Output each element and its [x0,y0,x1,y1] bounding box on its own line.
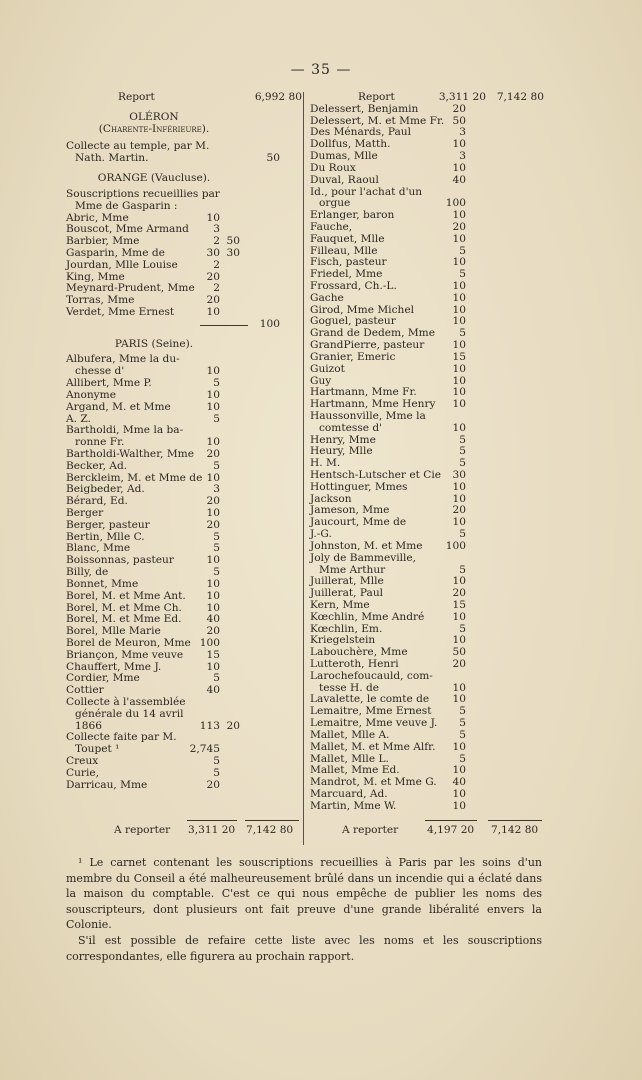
paris-row-amount: 113 [199,719,220,732]
paris-row-amount: 3 [213,483,220,496]
paris-row [66,591,302,603]
right-row-name: Girod, Mme Michel [310,303,414,316]
paris-row-amount: 20 [206,778,220,791]
left-reporter-subtotal: 3,311 20 [188,824,236,836]
paris-row-name: Toupet ¹ [75,743,120,756]
paris-row [66,520,302,532]
right-list [310,104,548,813]
right-row-name: Dumas, Mlle [310,150,378,163]
right-row [310,352,548,364]
orange-intro-2: Mme de Gasparin : [75,199,178,212]
paris-row [66,650,302,662]
orange-intro-row [66,201,302,213]
right-row [310,411,548,423]
right-row-amount: 10 [452,693,466,706]
right-report-subtotal: 3,311 20 [438,91,486,103]
right-row-amount: 3 [459,126,466,139]
right-row-amount: 100 [445,197,466,210]
right-row-amount: 20 [452,658,466,670]
right-row-amount: 50 [452,646,466,659]
right-row-name: Id., pour l'achat d'un [310,185,423,198]
paris-row-name: Borel, M. et Mme Ant. [66,589,186,602]
right-row-name: Lavalette, le comte de [310,693,430,706]
paris-row-amount: 10 [206,507,220,519]
right-row [310,801,548,813]
right-row-amount: 20 [452,504,466,517]
right-row-amount: 10 [452,480,466,493]
right-row-amount: 100 [445,539,466,552]
right-row-name: Jackson [310,492,352,505]
orange-row-name: Bouscot, Mme Armand [66,223,189,236]
paris-row-name: Albufera, Mme la du- [66,353,180,366]
right-row-amount: 10 [452,492,466,505]
paris-row [66,461,302,473]
right-row-amount: 5 [459,445,466,458]
right-row-name: Guizot [310,362,345,375]
orange-row-amount: 10 [206,306,220,318]
right-row-amount: 5 [459,752,466,765]
right-row-amount: 5 [459,622,466,635]
paris-row-amount: 10 [206,660,220,673]
right-row-name: Delessert, Benjamin [310,102,419,115]
right-row [310,163,548,175]
paris-row-amount: 40 [206,684,220,697]
orange-list [66,213,302,319]
right-row-name: Mallet, Mlle A. [310,728,390,741]
orange-row-amount: 10 [206,211,220,224]
column-divider [303,92,304,845]
report-amount: 6,992 80 [254,91,302,103]
right-row-name: Friedel, Mme [310,268,383,281]
paris-row [66,638,302,650]
right-reporter-subtotal: 4,197 20 [427,824,475,836]
paris-row-name: 1866 [75,719,102,732]
paris-row-amount: 10 [206,365,220,378]
right-row-name: Guy [310,374,332,387]
right-column [310,92,548,813]
orange-row-amount: 2 [213,235,220,248]
right-row-name: Labouchère, Mme [310,646,408,659]
oleron-title-row [66,112,302,124]
paris-row-name: Berger, pasteur [66,518,150,531]
footnote-paragraph-1: ¹ Le carnet contenant les souscriptions recueillies à Paris par les soins d'un membre du Conseil a été malheureusement brûlé dans un incendie qui a éclaté dans la maison du comptable. C'est ce qui nous empêche de publier les noms des souscripteurs, dont plusieurs ont fait preuve d'une grande libéralité envers la Colonie. [66,856,542,932]
right-row-name: Gache [310,291,344,304]
orange-row-name: Meynard-Prudent, Mme [66,282,195,295]
right-row-name: Jaucourt, Mme de [310,516,407,529]
right-subtotal-rule [425,820,477,821]
paris-row-amount: 5 [213,530,220,543]
orange-row-amount: 20 [206,294,220,307]
orange-total-rule [200,325,248,326]
orange-row-amount: 2 [213,282,220,295]
paris-row-name: Allibert, Mme P. [66,377,152,390]
right-row-name: Jameson, Mme [310,504,390,517]
right-row-amount: 10 [452,161,466,174]
right-row-name: Des Ménards, Paul [310,126,412,139]
right-row-amount: 5 [459,244,466,257]
right-row [310,222,548,234]
right-row [310,742,548,754]
paris-row-name: Collecte faite par M. [66,731,177,744]
right-row [310,517,548,529]
right-row-name: Granier, Emeric [310,350,396,363]
paris-row-name: Curie, [66,766,100,779]
right-row-name: Martin, Mme W. [310,799,397,812]
right-row [310,104,548,116]
right-row-name: Fauquet, Mlle [310,232,385,245]
right-row-amount: 50 [452,114,466,127]
paris-row-amount: 15 [206,648,220,661]
right-row [310,234,548,246]
oleron-amount: 50 [266,152,280,165]
orange-row-amount: 3 [213,223,220,236]
orange-row-amount: 30 [206,246,220,259]
orange-row-name: Jourdan, Mlle Louise [66,258,178,271]
paris-row-amount: 5 [213,566,220,579]
paris-row-amount: 5 [213,542,220,555]
orange-title: ORANGE (Vaucluse). [97,172,211,185]
right-row [310,281,548,293]
right-row-amount: 10 [452,315,466,328]
right-row-amount: 10 [452,787,466,800]
oleron-text-2: Nath. Martin. [75,152,149,165]
paris-row [66,756,302,768]
right-row-amount: 5 [459,433,466,446]
right-row [310,671,548,683]
right-row [310,789,548,801]
paris-row-name: Anonyme [66,388,116,401]
paris-list [66,354,302,791]
paris-row-name: Borel de Meuron, Mme [66,636,191,649]
paris-row-amount: 5 [213,672,220,685]
paris-row-amount: 40 [206,613,220,626]
orange-row-amount: 20 [206,270,220,283]
orange-row-cents: 30 [226,246,240,259]
paris-row-name: Berckleim, M. et Mme de [66,471,203,484]
right-row-name: Kœchlin, Mme André [310,610,425,623]
oleron-dept-row [66,124,302,136]
paris-row-name: Bertin, Mlle C. [66,530,145,543]
right-row-name: Dollfus, Matth. [310,138,391,151]
paris-row-name: Cottier [66,684,104,697]
right-row-amount: 15 [452,350,466,363]
paris-row [66,768,302,780]
right-row-amount: 10 [452,421,466,434]
right-row-amount: 20 [452,102,466,115]
paris-row [66,402,302,414]
right-row-name: Duval, Raoul [310,173,379,186]
right-row [310,293,548,305]
paris-row-name: Darricau, Mme [66,778,148,791]
footnote-paragraph-2: S'il est possible de refaire cette liste avec les noms et les souscriptions correspondantes, elle figurera au prochain rapport. [66,933,542,963]
right-row-name: orgue [319,197,351,210]
right-row-name: Lemaitre, Mme veuve J. [310,717,438,730]
orange-row-name: King, Mme [66,270,125,283]
right-row-name: Frossard, Ch.-L. [310,280,397,292]
right-row-amount: 5 [459,717,466,730]
right-row-name: tesse H. de [319,681,380,694]
paris-row-name: Bartholdi-Walther, Mme [66,447,194,460]
right-row-name: Kœchlin, Em. [310,622,383,635]
right-row [310,446,548,458]
paris-row-name: ronne Fr. [75,436,125,449]
paris-row-name: Creux [66,755,99,768]
right-row-name: Hartmann, Mme Fr. [310,386,417,399]
paris-row-name: Beigbeder, Ad. [66,483,145,496]
paris-row [66,744,302,756]
orange-total: 100 [259,317,280,330]
right-row [310,730,548,742]
orange-row-name: Verdet, Mme Ernest [66,306,175,318]
right-row-name: Delessert, M. et Mme Fr. [310,114,445,127]
left-report-row [66,92,302,104]
right-row-amount: 5 [459,705,466,718]
right-row-amount: 10 [452,634,466,647]
right-row-amount: 5 [459,528,466,541]
footnote [66,855,542,964]
right-row-amount: 3 [459,150,466,163]
paris-row-name: Borel, M. et Mme Ch. [66,601,182,614]
right-row-amount: 10 [452,138,466,151]
orange-row-amount: 2 [213,258,220,271]
paris-row-amount: 20 [206,447,220,460]
orange-row-name: Torras, Mme [66,294,135,307]
oleron-title: OLÉRON [129,110,179,123]
right-row-amount: 5 [459,728,466,741]
right-row-name: Mallet, Mlle L. [310,752,389,765]
right-row-name: Joly de Bammeville, [310,551,417,564]
orange-row-name: Gasparin, Mme de [66,246,165,259]
paris-row-name: Billy, de [66,566,109,579]
right-row-name: Hottinguer, Mmes [310,480,408,493]
right-row-amount: 15 [452,598,466,611]
right-row-name: Grand de Dedem, Mme [310,327,435,340]
left-reporter-label: A reporter [114,824,171,836]
paris-row-name: Borel, Mlle Marie [66,625,161,638]
paris-row-amount: 5 [213,377,220,390]
right-row-name: Marcuard, Ad. [310,787,388,800]
right-row-name: GrandPierre, pasteur [310,339,425,352]
paris-row-amount: 20 [206,518,220,531]
paris-row-amount: 10 [206,577,220,590]
right-row-name: Kriegelstein [310,634,376,647]
paris-row-name: Boissonnas, pasteur [66,554,174,567]
right-row-name: comtesse d' [319,421,383,434]
right-total-rule [488,820,542,821]
right-row-name: H. M. [310,457,341,470]
orange-row-name: Abric, Mme [66,211,129,224]
orange-row [66,248,302,260]
paris-row-amount: 20 [206,625,220,638]
right-row-amount: 10 [452,339,466,352]
paris-row-amount: 2,745 [189,743,220,756]
right-row-name: Kern, Mme [310,598,370,611]
right-row-amount: 10 [452,362,466,375]
right-row-name: Du Roux [310,161,356,174]
left-total-rule [245,820,299,821]
paris-row-name: Argand, M. et Mme [66,400,171,413]
paris-row-amount: 10 [206,388,220,401]
paris-row-name: Cordier, Mme [66,672,140,685]
right-row-amount: 10 [452,303,466,316]
right-row [310,553,548,565]
paris-row-amount: 10 [206,471,220,484]
paris-row-name: Berger [66,507,104,519]
right-row-name: Filleau, Mlle [310,244,378,257]
right-row-amount: 10 [452,610,466,623]
paris-row-name: Bérard, Ed. [66,495,128,508]
paris-row-amount: 100 [199,636,220,649]
right-row-name: Fauche, [310,220,353,233]
right-row-amount: 10 [452,799,466,812]
paris-title-row [66,339,302,351]
right-row [310,482,548,494]
orange-intro-row [66,189,302,201]
paris-row-amount: 10 [206,589,220,602]
paris-row-name: A. Z. [66,412,91,425]
right-row [310,612,548,624]
right-row-name: J.-G. [310,528,332,541]
right-row-name: Johnston, M. et Mme [310,539,423,552]
right-row-name: Haussonville, Mme la [310,409,426,422]
paris-row-amount: 10 [206,400,220,413]
right-row-amount: 10 [452,764,466,777]
orange-intro-1: Souscriptions recueillies par [66,187,220,200]
paris-row-name: chesse d' [75,365,125,378]
right-row-amount: 40 [452,776,466,789]
paris-row-cents: 20 [226,719,240,732]
orange-row-name: Barbier, Mme [66,235,140,248]
right-row-name: Henry, Mme [310,433,376,446]
right-row-amount: 10 [452,516,466,529]
paris-row-name: générale du 14 avril [75,707,184,720]
right-row-amount: 20 [452,587,466,600]
right-row-name: Heury, Mlle [310,445,373,458]
right-row-name: Mme Arthur [319,563,386,576]
right-row-name: Hartmann, Mme Henry [310,398,436,411]
right-row-name: Lutteroth, Henri [310,658,399,670]
paris-row [66,390,302,402]
paris-row-amount: 5 [213,755,220,768]
right-row [310,541,548,553]
right-row-name: Lemaitre, Mme Ernest [310,705,432,718]
right-row-amount: 5 [459,268,466,281]
paris-row-name: Briançon, Mme veuve [66,648,184,661]
right-row-name: Mandrot, M. et Mme G. [310,776,437,789]
paris-row-name: Becker, Ad. [66,459,128,472]
right-row-name: Mallet, M. et Mme Alfr. [310,740,436,753]
right-row-name: Larochefoucauld, com- [310,669,433,682]
paris-row-name: Blanc, Mme [66,542,131,555]
paris-title: PARIS (Seine). [114,337,194,350]
right-row-amount: 5 [459,563,466,576]
paris-row-amount: 10 [206,601,220,614]
right-row-amount: 10 [452,386,466,399]
paris-row-name: Bartholdi, Mme la ba- [66,424,184,437]
right-row-name: Juillerat, Paul [310,587,384,600]
right-row-name: Erlanger, baron [310,209,395,222]
right-row-amount: 10 [452,740,466,753]
orange-total-row [66,319,302,331]
right-report-total: 7,142 80 [496,91,544,103]
right-row-amount: 10 [452,398,466,411]
paris-row [66,709,302,721]
right-row-name: Goguel, pasteur [310,315,396,328]
oleron-department: (Charente-Inférieure). [98,122,210,135]
paris-row-amount: 5 [213,459,220,472]
paris-row-amount: 10 [206,554,220,567]
paris-row-amount: 20 [206,495,220,508]
right-row [310,364,548,376]
right-row-name: Hentsch-Lutscher et Cie [310,469,442,481]
paris-row-amount: 10 [206,436,220,449]
report-label: Report [118,91,155,103]
right-row-amount: 10 [452,575,466,588]
right-row-amount: 5 [459,457,466,470]
right-row-amount: 10 [452,256,466,269]
left-subtotal-rule [187,820,237,821]
left-column [66,92,302,792]
right-row-amount: 10 [452,280,466,292]
paris-row-name: Collecte à l'assemblée [66,696,186,708]
paris-row-name: Borel, M. et Mme Ed. [66,613,182,626]
right-reporter-total: 7,142 80 [491,824,539,836]
right-row-name: Juillerat, Mlle [310,575,384,588]
paris-row [66,780,302,792]
right-row-name: Fisch, pasteur [310,256,387,269]
orange-title-row [66,173,302,185]
right-row-amount: 10 [452,232,466,245]
page-number: — 35 — [290,62,352,78]
right-report-label: Report [358,91,395,103]
paris-row-amount: 5 [213,412,220,425]
oleron-text-1: Collecte au temple, par M. [66,140,210,153]
right-row-amount: 10 [452,209,466,222]
right-row [310,175,548,187]
right-row-amount: 20 [452,220,466,233]
left-reporter-total: 7,142 80 [246,824,294,836]
right-row-amount: 40 [452,173,466,186]
paris-row [66,449,302,461]
orange-row-cents: 50 [226,235,240,248]
right-row-amount: 10 [452,374,466,387]
right-row-name: Mallet, Mme Ed. [310,764,400,777]
right-row-amount: 10 [452,681,466,694]
right-reporter-label: A reporter [342,824,399,836]
oleron-line [66,153,302,165]
paris-row-name: Bonnet, Mme [66,577,139,590]
right-row-amount: 30 [452,469,466,481]
right-row-amount: 10 [452,291,466,304]
paris-row-name: Chauffert, Mme J. [66,660,162,673]
right-row-amount: 5 [459,327,466,340]
right-row [310,423,548,435]
right-row [310,600,548,612]
paris-row-amount: 5 [213,766,220,779]
paris-row [66,579,302,591]
orange-row [66,260,302,272]
